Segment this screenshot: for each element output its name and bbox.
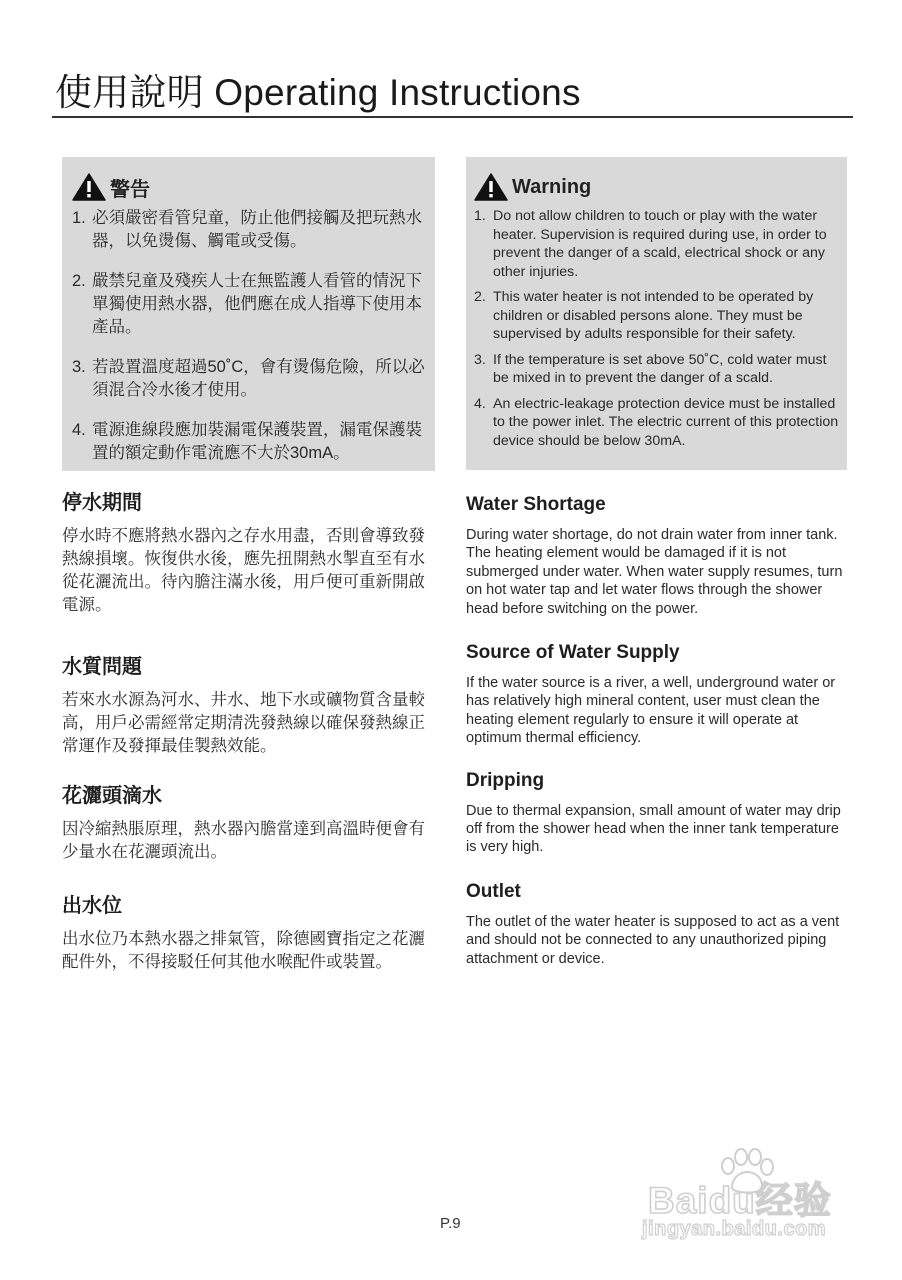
warning-list-en bbox=[474, 207, 847, 450]
warning-item-text: 必須嚴密看管兒童，防止他們接觸及把玩熱水器，以免燙傷、觸電或受傷。 bbox=[92, 209, 422, 250]
section-en-dripping bbox=[466, 768, 847, 857]
warning-list-zh bbox=[72, 207, 435, 465]
warning-item-en bbox=[474, 395, 847, 451]
warning-triangle-icon bbox=[474, 173, 508, 201]
section-body: Due to thermal expansion, small amount of water may drip off from the shower head when the inner tank temperature is very high. bbox=[466, 802, 841, 856]
section-body: During water shortage, do not drain water from inner tank. The heating element would be damaged if it is not submerged under water. When water supply resumes, turn on hot water tap and let water flows through the shower head before switching on the power. bbox=[466, 527, 843, 617]
warning-triangle-icon bbox=[72, 173, 106, 201]
warning-item-text: If the temperature is set above 50˚C, cold water must be mixed in to prevent the danger of a scald. bbox=[493, 351, 827, 386]
warning-box-zh bbox=[62, 157, 435, 471]
chinese-column bbox=[62, 157, 435, 974]
watermark-url: jingyan.baidu.com bbox=[642, 1218, 827, 1240]
watermark-logo: Baidu经验 bbox=[648, 1180, 832, 1221]
warning-item-en bbox=[474, 288, 847, 344]
section-body: 出水位乃本熱水器之排氣管，除德國寶指定之花灑配件外，不得接駁任何其他水喉配件或裝置。 bbox=[62, 930, 425, 971]
warning-item-en bbox=[474, 351, 847, 388]
section-zh-dripping bbox=[62, 783, 435, 864]
section-body: The outlet of the water heater is supposed to act as a vent and should not be connected to any unauthorized piping attachment or device. bbox=[466, 913, 840, 967]
section-body: 若來水水源為河水、井水、地下水或礦物質含量較高，用戶必需經常定期清洗發熱線以確保發熱線正常運作及發揮最佳製熱效能。 bbox=[62, 691, 425, 755]
warning-item-text: Do not allow children to touch or play with the water heater. Supervision is required during use, in order to prevent the danger of a scald, electrical shock or any other injuries. bbox=[493, 208, 827, 280]
section-heading: Outlet bbox=[466, 880, 521, 902]
warning-header-zh bbox=[72, 173, 435, 201]
warning-item-number: 3. bbox=[72, 358, 86, 376]
section-en-outlet bbox=[466, 879, 847, 968]
section-body: If the water source is a river, a well, underground water or has relatively high mineral content, user must clean the heating element regularly to ensure it will operate at optimum thermal efficiency. bbox=[466, 675, 836, 747]
title-divider bbox=[52, 116, 853, 118]
section-en-water-shortage bbox=[466, 492, 847, 618]
warning-item-text: 電源進線段應加裝漏電保護裝置，漏電保護裝置的額定動作電流應不大於30mA。 bbox=[92, 421, 422, 462]
warning-item-number: 2. bbox=[72, 272, 86, 290]
section-heading: 出水位 bbox=[62, 895, 122, 917]
warning-box-en bbox=[466, 157, 847, 470]
warning-item-number: 4. bbox=[474, 395, 486, 412]
warning-item-number: 1. bbox=[474, 208, 486, 224]
page-title: 使用說明 Operating Instructions bbox=[55, 72, 581, 113]
section-heading: 花灑頭滴水 bbox=[62, 785, 162, 807]
section-zh-outlet bbox=[62, 893, 435, 974]
section-en-water-supply bbox=[466, 640, 847, 748]
section-heading: Source of Water Supply bbox=[466, 642, 680, 664]
warning-item-number: 3. bbox=[474, 351, 486, 368]
section-heading: 停水期間 bbox=[62, 492, 142, 514]
warning-title-zh: 警告 bbox=[110, 178, 150, 201]
warning-item-text: This water heater is not intended to be operated by children or disabled persons alone. They must be supervised by adults responsible for their safety. bbox=[493, 289, 814, 342]
warning-item-zh bbox=[72, 356, 435, 402]
watermark bbox=[640, 1148, 855, 1248]
warning-item-number: 1. bbox=[72, 209, 86, 227]
page-number: P.9 bbox=[440, 1215, 461, 1232]
english-column bbox=[466, 157, 847, 968]
section-zh-water-supply bbox=[62, 654, 435, 758]
warning-item-zh bbox=[72, 270, 435, 339]
section-body: 因冷縮熱脹原理，熱水器內膽當達到高溫時便會有少量水在花灑頭流出。 bbox=[62, 820, 425, 861]
warning-item-number: 4. bbox=[72, 421, 86, 439]
section-heading: Dripping bbox=[466, 769, 545, 791]
warning-title-en: Warning bbox=[512, 175, 592, 198]
warning-item-text: 若設置溫度超過50˚C，會有燙傷危險，所以必須混合冷水後才使用。 bbox=[92, 358, 425, 399]
section-body: 停水時不應將熱水器內之存水用盡，否則會導致發熱線損壞。恢復供水後，應先扭開熱水掣直至有水從花灑流出。待內膽注滿水後，用戶便可重新開啟電源。 bbox=[62, 527, 425, 614]
warning-item-text: 嚴禁兒童及殘疾人士在無監護人看管的情況下單獨使用熱水器，他們應在成人指導下使用本產品。 bbox=[92, 272, 422, 336]
warning-item-en bbox=[474, 207, 847, 281]
section-zh-water-shortage bbox=[62, 490, 435, 617]
warning-item-text: An electric-leakage protection device must be installed to the power inlet. The electric current of this protection device should be below 30mA. bbox=[493, 395, 839, 449]
warning-item-zh bbox=[72, 207, 435, 253]
warning-header-en bbox=[474, 173, 847, 201]
section-heading: Water Shortage bbox=[466, 494, 606, 515]
warning-item-number: 2. bbox=[474, 289, 486, 305]
warning-item-zh bbox=[72, 419, 435, 465]
section-heading: 水質問題 bbox=[62, 656, 142, 678]
